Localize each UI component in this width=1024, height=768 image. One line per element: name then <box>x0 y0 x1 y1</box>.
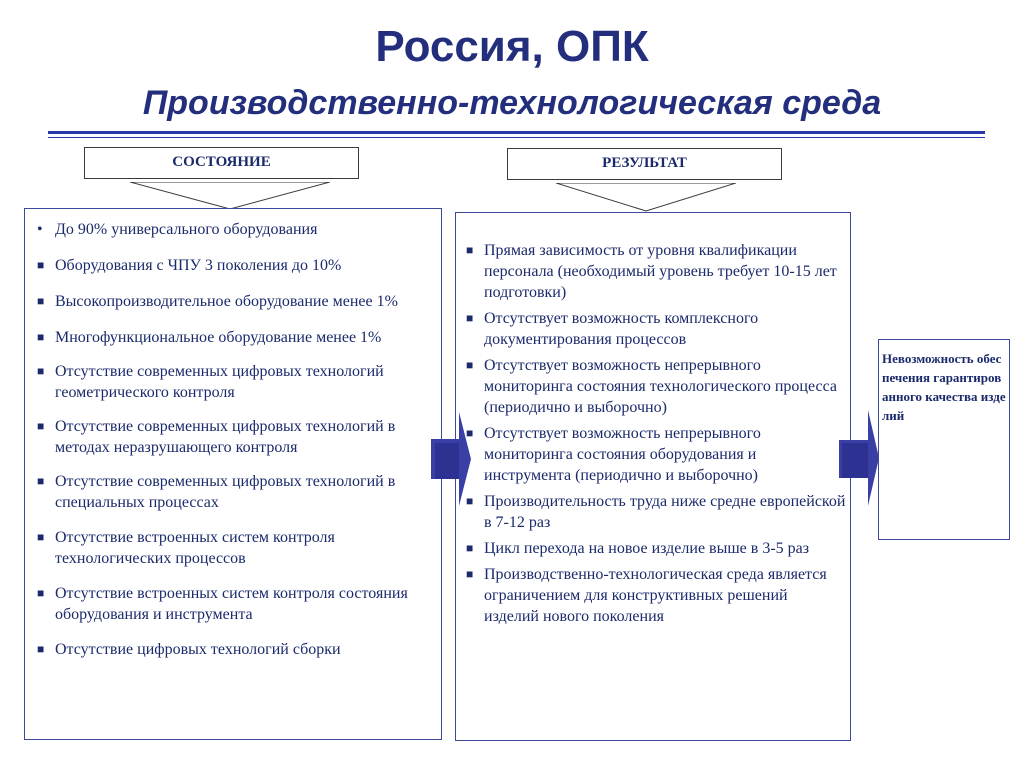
title-divider-thin <box>48 137 985 138</box>
state-funnel-shape <box>130 182 330 210</box>
bullet-square-icon: ■ <box>466 567 474 581</box>
state-item <box>35 471 433 513</box>
state-item-text: Отсутствие современных цифровых технологий геометрического контроля <box>55 363 384 401</box>
bullet-square-icon: ■ <box>37 258 45 272</box>
state-item-text: До 90% универсального оборудования <box>55 221 318 238</box>
result-item-text: Производственно-технологическая среда является ограничением для конструктивных решений изделий нового поколения <box>484 566 827 625</box>
bullet-square-icon: ■ <box>466 494 474 508</box>
bullet-square-icon: ■ <box>466 426 474 440</box>
bullet-square-icon: ■ <box>37 642 45 656</box>
state-item <box>35 291 433 312</box>
bullet-square-icon: ■ <box>466 243 474 257</box>
state-item-text: Отсутствие современных цифровых технологий в специальных процессах <box>55 473 396 511</box>
result-header: РЕЗУЛЬТАТ <box>507 148 782 180</box>
result-item <box>464 491 846 533</box>
bullet-square-icon: ■ <box>37 364 45 378</box>
state-item <box>35 219 433 240</box>
state-panel <box>24 208 442 740</box>
bullet-square-icon: ■ <box>37 530 45 544</box>
result-to-conclusion-arrow-icon <box>839 410 879 506</box>
state-list <box>35 219 433 660</box>
state-item-text: Высокопроизводительное оборудование менее 1% <box>55 293 398 310</box>
result-list <box>464 240 846 627</box>
state-to-result-arrow-icon <box>431 412 474 506</box>
result-item-text: Отсутствует возможность непрерывного мониторинга состояния технологического процесса (периодично и выборочно) <box>484 357 837 416</box>
state-item <box>35 583 433 625</box>
bullet-square-icon: ■ <box>466 311 474 325</box>
bullet-square-icon: ■ <box>37 330 45 344</box>
state-item-text: Отсутствие встроенных систем контроля технологических процессов <box>55 529 335 567</box>
state-item-text: Отсутствие встроенных систем контроля состояния оборудования и инструмента <box>55 585 408 623</box>
state-item-text: Многофункциональное оборудование менее 1% <box>55 329 382 346</box>
result-funnel-shape <box>556 183 736 212</box>
bullet-square-icon: ■ <box>37 294 45 308</box>
slide-subtitle: Производственно-технологическая среда <box>142 84 882 122</box>
state-item-text: Оборудования с ЧПУ 3 поколения до 10% <box>55 257 342 274</box>
result-item <box>464 308 846 350</box>
conclusion-box <box>878 339 1010 540</box>
result-item-text: Цикл перехода на новое изделие выше в 3-5 раз <box>484 540 810 557</box>
result-item-text: Отсутствует возможность комплексного документирования процессов <box>484 310 759 348</box>
bullet-square-icon: ■ <box>37 474 45 488</box>
state-item <box>35 527 433 569</box>
state-item <box>35 327 433 348</box>
bullet-square-icon: ■ <box>37 586 45 600</box>
result-item <box>464 355 846 418</box>
bullet-square-icon: ■ <box>37 419 45 433</box>
state-item <box>35 639 433 660</box>
state-item-text: Отсутствие цифровых технологий сборки <box>55 641 341 658</box>
state-item <box>35 416 433 458</box>
result-item <box>464 564 846 627</box>
state-item <box>35 255 433 276</box>
result-panel <box>455 212 851 741</box>
conclusion-text: Невозможность обеспечения гарантированного качества изделий <box>882 351 1006 423</box>
state-header: СОСТОЯНИЕ <box>84 147 359 179</box>
title-divider <box>48 131 985 134</box>
bullet-square-icon: ■ <box>466 541 474 555</box>
result-item-text: Производительность труда ниже средне европейской в 7-12 раз <box>484 493 846 531</box>
result-item-text: Прямая зависимость от уровня квалификации персонала (необходимый уровень требует 10-15 лет подготовки) <box>484 242 837 301</box>
result-item <box>464 538 846 559</box>
result-item <box>464 240 846 303</box>
state-item <box>35 361 433 403</box>
bullet-square-icon: ■ <box>466 358 474 372</box>
result-item <box>464 423 846 486</box>
result-item-text: Отсутствует возможность непрерывного мониторинга состояния оборудования и инструмента (периодично и выборочно) <box>484 425 761 484</box>
state-item-text: Отсутствие современных цифровых технологий в методах неразрушающего контроля <box>55 418 396 456</box>
slide-title: Россия, ОПК <box>375 22 649 71</box>
bullet-dot-icon: • <box>37 221 43 238</box>
